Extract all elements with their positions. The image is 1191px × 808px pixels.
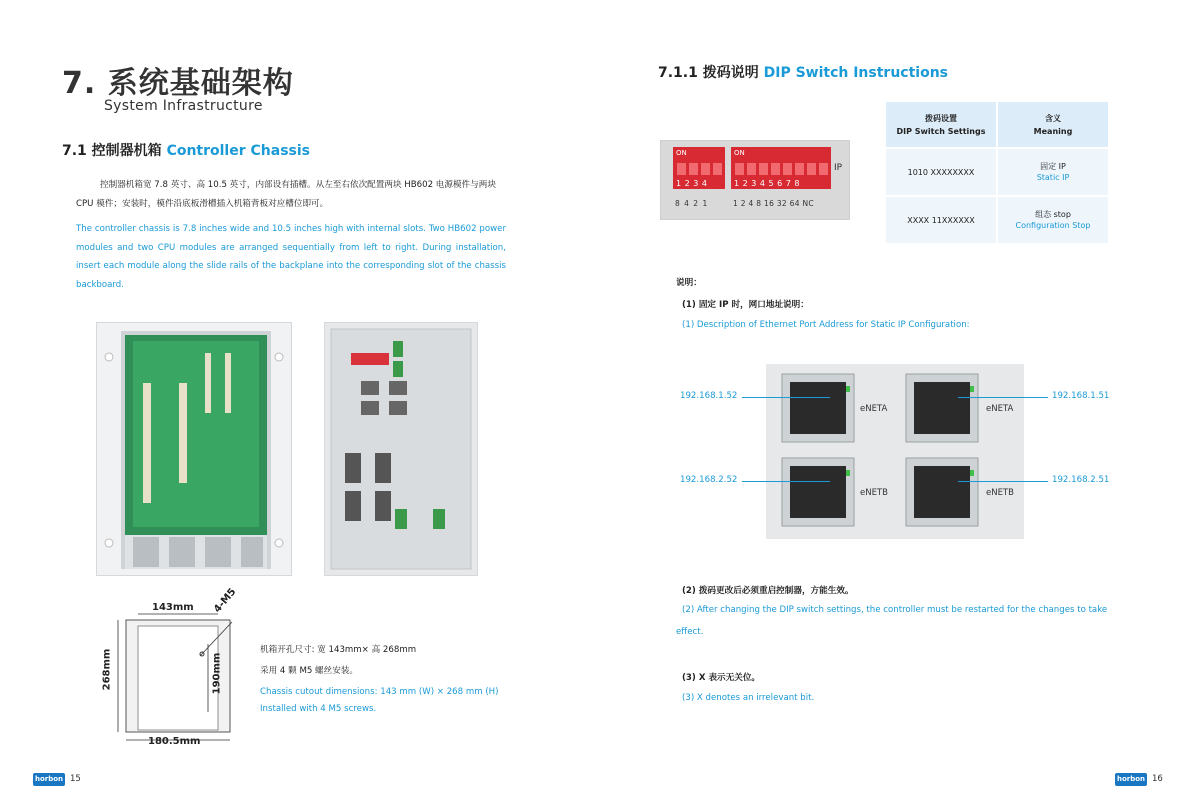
dim-screws: 4-M5 <box>212 586 239 616</box>
dip-title-cn: 7.1.1 拨码说明 <box>658 65 759 81</box>
notes-title: 说明： <box>676 278 702 288</box>
subsection-title-cn: 7.1 控制器机箱 <box>62 143 162 159</box>
cutout-en-1: Chassis cutout dimensions: 143 mm (W) × 268 mm (H) <box>260 687 499 697</box>
ip-1-52: 192.168.1.52 <box>680 391 738 401</box>
dim-height-inner: 190mm <box>211 652 223 695</box>
ip-1-52-leader <box>742 397 830 398</box>
paragraph-cn <box>76 176 516 213</box>
dip-meaning-cell <box>998 149 1110 197</box>
ethernet-ports-photo <box>766 364 1024 539</box>
ip-1-51: 192.168.1.51 <box>1052 391 1110 401</box>
port-label-a-left: eNETA <box>860 404 888 414</box>
dip-meaning-cell <box>998 197 1110 245</box>
dip-header-settings <box>886 102 998 149</box>
cutout-cn-1: 机箱开孔尺寸: 宽 143mm× 高 268mm <box>260 645 417 655</box>
dip-meaning-cn: 固定 IP <box>1040 162 1066 171</box>
note3-cn: (3) X 表示无关位。 <box>682 673 761 683</box>
dip-section-title <box>658 62 948 82</box>
dim-height-left: 268mm <box>101 648 113 691</box>
subsection-title <box>62 140 310 160</box>
ip-2-51-leader <box>958 481 1048 482</box>
note2-en-line2: effect. <box>676 627 704 637</box>
dip-on-right: ON <box>734 149 745 157</box>
ip-2-51: 192.168.2.51 <box>1052 475 1110 485</box>
chassis-front-photo <box>96 322 292 576</box>
paragraph-en: The controller chassis is 7.8 inches wide and 10.5 inches high with internal slots. Two HB602 power modules and two CPU modules are arranged sequentially from left to right. During installation, insert each module along the slide rails of the backplane into the corresponding slot of the chassis backboard. <box>76 224 506 290</box>
ip-2-52: 192.168.2.52 <box>680 475 738 485</box>
paragraph-cn-line2: CPU 模件；安装时，模件沿底板滑槽插入机箱背板对应槽位即可。 <box>76 198 329 209</box>
cutout-en-2: Installed with 4 M5 screws. <box>260 704 377 714</box>
dip-title-en: DIP Switch Instructions <box>763 65 949 81</box>
chassis-back-photo <box>324 322 478 576</box>
brand-logo: horbon <box>1115 773 1147 786</box>
port-label-b-left: eNETB <box>860 488 888 498</box>
port-label-b-right: eNETB <box>986 488 1014 498</box>
dip-nums-left: 1 2 3 4 <box>676 179 708 188</box>
ip-2-52-leader <box>742 481 830 482</box>
ip-1-51-leader <box>958 397 1048 398</box>
dip-ip-label: IP <box>834 163 843 173</box>
dip-switch-photo <box>660 140 850 220</box>
dip-header-settings-cn: 拨码设置 <box>925 113 957 123</box>
brand-logo: horbon <box>33 773 65 786</box>
cutout-spec <box>260 640 499 715</box>
dip-header-meaning-cn: 含义 <box>1045 113 1061 123</box>
table-row <box>886 197 1110 245</box>
table-row <box>886 149 1110 197</box>
dim-width-bottom: 180.5mm <box>148 736 201 747</box>
dip-table <box>886 102 1110 245</box>
dip-setting-cell: 1010 XXXXXXXX <box>886 149 998 197</box>
dip-header-settings-en: DIP Switch Settings <box>896 126 986 136</box>
cutout-cn-2: 采用 4 颗 M5 螺丝安装。 <box>260 666 359 676</box>
dip-meaning-en: Static IP <box>1036 173 1070 182</box>
dip-on-left: ON <box>676 149 687 157</box>
dip-meaning-cn: 组态 stop <box>1035 210 1071 219</box>
dip-meaning-en: Configuration Stop <box>1015 221 1091 230</box>
dip-bottom-left: 8 4 2 1 <box>675 199 709 208</box>
section-title: 7. 系统基础架构 <box>62 66 294 101</box>
note3-en: (3) X denotes an irrelevant bit. <box>682 693 815 703</box>
section-subtitle: System Infrastructure <box>104 98 263 114</box>
page-number-right: 16 <box>1152 774 1163 784</box>
dip-bottom-right: 1 2 4 8 16 32 64 NC <box>733 199 814 208</box>
port-label-a-right: eNETA <box>986 404 1014 414</box>
subsection-title-en: Controller Chassis <box>166 143 310 159</box>
note2-cn: (2) 拨码更改后必须重启控制器，方能生效。 <box>682 586 854 596</box>
note2-en-line1: (2) After changing the DIP switch settings, the controller must be restarted for the changes to take <box>682 605 1108 615</box>
dip-table-header <box>886 102 1110 149</box>
note1-cn: (1) 固定 IP 时，网口地址说明： <box>682 300 809 310</box>
cutout-drawing <box>101 586 254 752</box>
note1-en: (1) Description of Ethernet Port Address for Static IP Configuration: <box>682 320 970 330</box>
dip-header-meaning-en: Meaning <box>1033 126 1073 136</box>
page-number-left: 15 <box>70 774 81 784</box>
dip-header-meaning <box>998 102 1110 149</box>
dim-width-top: 143mm <box>152 602 194 613</box>
paragraph-cn-line1: 控制器机箱宽 7.8 英寸、高 10.5 英寸，内部设有插槽。从左至右依次配置两块 HB602 电源模件与两块 <box>100 180 496 190</box>
dip-nums-right: 1 2 3 4 5 6 7 8 <box>734 179 801 188</box>
dip-setting-cell: XXXX 11XXXXXX <box>886 197 998 245</box>
